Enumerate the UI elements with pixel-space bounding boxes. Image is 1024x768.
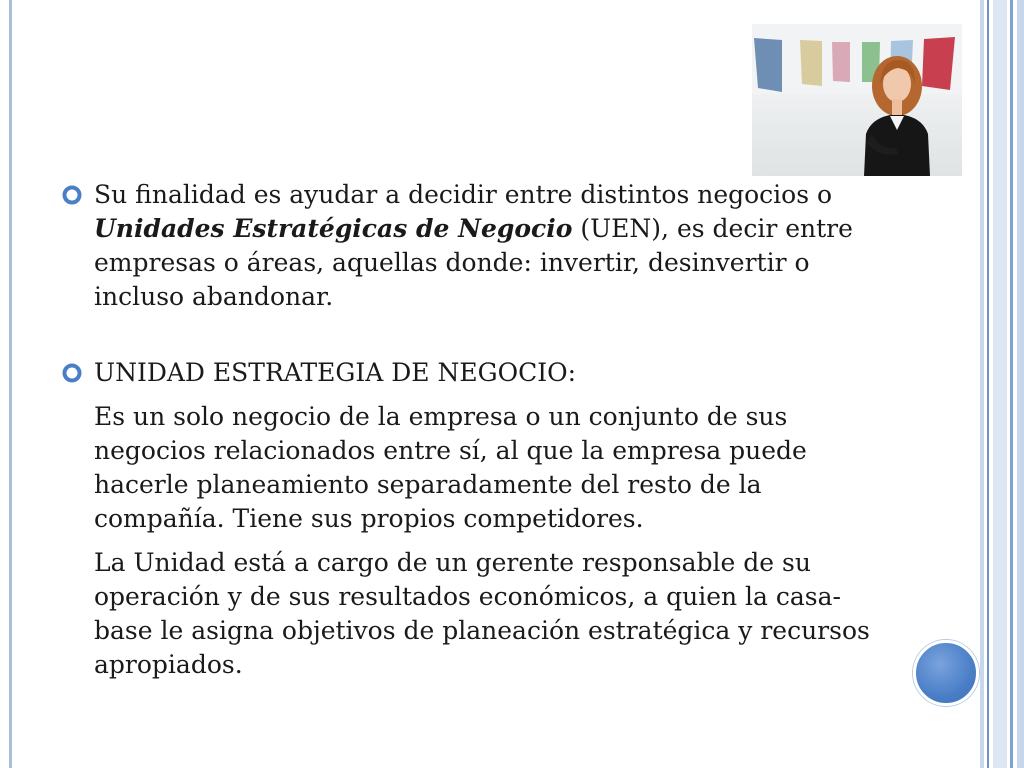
purpose-emphasis-text: Unidades Estratégicas de Negocio bbox=[94, 214, 573, 243]
bullet-item-heading bbox=[62, 356, 882, 390]
decorative-circle bbox=[913, 640, 979, 706]
woman-with-doors-photo bbox=[752, 24, 962, 176]
purpose-intro-text: Su finalidad es ayudar a decidir entre distintos negocios o bbox=[94, 180, 833, 209]
uen-definition-paragraph: Es un solo negocio de la empresa o un conjunto de sus negocios relacionados entre sí, al que la empresa puede hacerle planeamiento separadamente del resto de la compañía. Tiene sus propios competidores. bbox=[94, 402, 807, 533]
right-frame-stripes bbox=[980, 0, 1024, 768]
ring-bullet-icon bbox=[62, 363, 82, 383]
bullet-item-purpose bbox=[62, 178, 882, 314]
purpose-paragraph bbox=[94, 178, 882, 314]
ring-bullet-icon bbox=[62, 185, 82, 205]
purpose-rest-text: (UEN), es decir entre empresas o áreas, aquellas donde: invertir, desinvertir o incluso abandonar. bbox=[94, 214, 853, 311]
uen-manager-paragraph: La Unidad está a cargo de un gerente responsable de su operación y de sus resultados económicos, a quien la casa-base le asigna objetivos de planeación estratégica y recursos apropiados. bbox=[94, 548, 870, 679]
left-frame-line bbox=[9, 0, 12, 768]
slide-content bbox=[62, 178, 882, 682]
uen-heading: UNIDAD ESTRATEGIA DE NEGOCIO: bbox=[94, 358, 576, 387]
